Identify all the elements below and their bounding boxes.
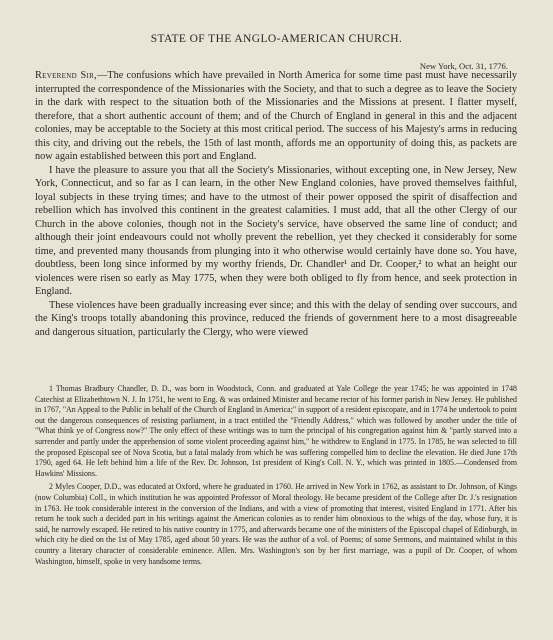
paragraph-text: —The confusions which have prevailed in North America for some time past must have necessarily interrupted the correspondence of the Missionaries with the Society, and that to such a degree as to leave the Society in the dark with respect to the situation both of the Missionaries and the Missions at present. I flatter myself, therefore, that a short authentic account of them; and of the Church of England in general in this and the adjacent colonies, may be acceptable to the Society at this most critical period. The success of his Majesty's arms in reducing this city, and driving out the rebels, the 15th of last month, affords me an opportunity of doing this, as packets are now again established between this port and England. <box>35 70 517 162</box>
body-paragraph: These violences have been gradually increasing ever since; and this with the delay of sending over succours, and the King's troops totally abandoning this province, reduced the friends of government here to a most disagreeable and dangerous situation, particularly the Clergy, who were viewed <box>35 299 517 338</box>
body-paragraph <box>35 69 517 164</box>
body-paragraph: I have the pleasure to assure you that all the Society's Missionaries, without excepting one, in New Jersey, New York, Connecticut, and so far as I can learn, in the other New England colonies, have proved themselves faithful, loyal subjects in these trying times; and have to the utmost of their power opposed the spirit of disaffection and rebellion which has involved this continent in the greatest calamities. I must add, that all the other Clergy of our Church in the above colonies, though not in the Society's service, have observed the same line of conduct; and although their joint endeavours could not wholly prevent the rebellion, yet they checked it considerably for some time, and prevented many thousands from plunging into it who otherwise would certainly have done so. You have, doubtless, been long since informed by my worthy friends, Dr. Chandler¹ and Dr. Cooper,² to what an height our violences were risen so early as May 1775, when they were both obliged to fly from hence, and seek protection in England. <box>35 164 517 297</box>
footnotes <box>35 384 517 570</box>
footnote-2: 2 Myles Cooper, D.D., was educated at Oxford, where he graduated in 1760. He arrived in New York in 1762, as assistant to Dr. Johnson, of Kings (now Columbia) Coll., in which institution he was appointed Professor of Moral theology. He became president of the College after Dr. J.'s resignation in 1763. He took considerable interest in the conversion of the Indians, and with a view of promoting that interest, visited England in 1771. After his return he took such a decided part in his writings against the American colonies as to render him obnoxious to the whigs of the day, whose fury, it is said, he narrowly escaped. He retired to his native country in 1775, and afterwards became one of the ministers of the Episcopal chapel of Edinburgh, in which city he died on the 1st of May 1785, aged about 50 years. He was the author of a vol. of Poems; of some Sermons, and maintained whilst in this country a literary character of considerable eminence. Allen. Mrs. Washington's son by her first marriage, was a pupil of Dr. Cooper, of whom Washington, himself, spoke in very handsome terms. <box>35 482 517 566</box>
letter-dateline: New York, Oct. 31, 1776. <box>419 61 508 71</box>
footnote-1: 1 Thomas Bradbury Chandler, D. D., was born in Woodstock, Conn. and graduated at Yale College the year 1745; he was appointed in 1748 Catechist at Elizabethtown N. J. In 1751, he went to Eng. & was ordained Minister and became rector of his former parish in New Jersey. He published in 1767, "An Appeal to the Public in behalf of the Church of England in America;" in support of a resident episcopate, and in 1774 he undertook to point out the dangerous consequences of resisting parliament, in a tract entitled the "Friendly Address," which was followed by another under the title of "What think ye of Congress now?" The only effect of these writings was to turn the principal of his congregation against him & "partly starved into a surrender and partly under the apprehension of some violent proceeding against him," he withdrew to England in 1775. In 1785, he was selected to fill the proposed Episcopal see of Nova Scotia, but a fatal malady from which he was suffering compelled him to decline the elevation. He died June 17th 1790, aged 64. He left behind him a life of the Rev. Dr. Johnson, 1st president of King's Coll. N. Y., which was printed in 1805.—Condensed from Hawkins' Missions. <box>35 384 517 478</box>
page-title: STATE OF THE ANGLO-AMERICAN CHURCH. <box>150 33 403 45</box>
salutation: Reverend Sir, <box>35 70 97 81</box>
letter-body <box>35 69 517 339</box>
